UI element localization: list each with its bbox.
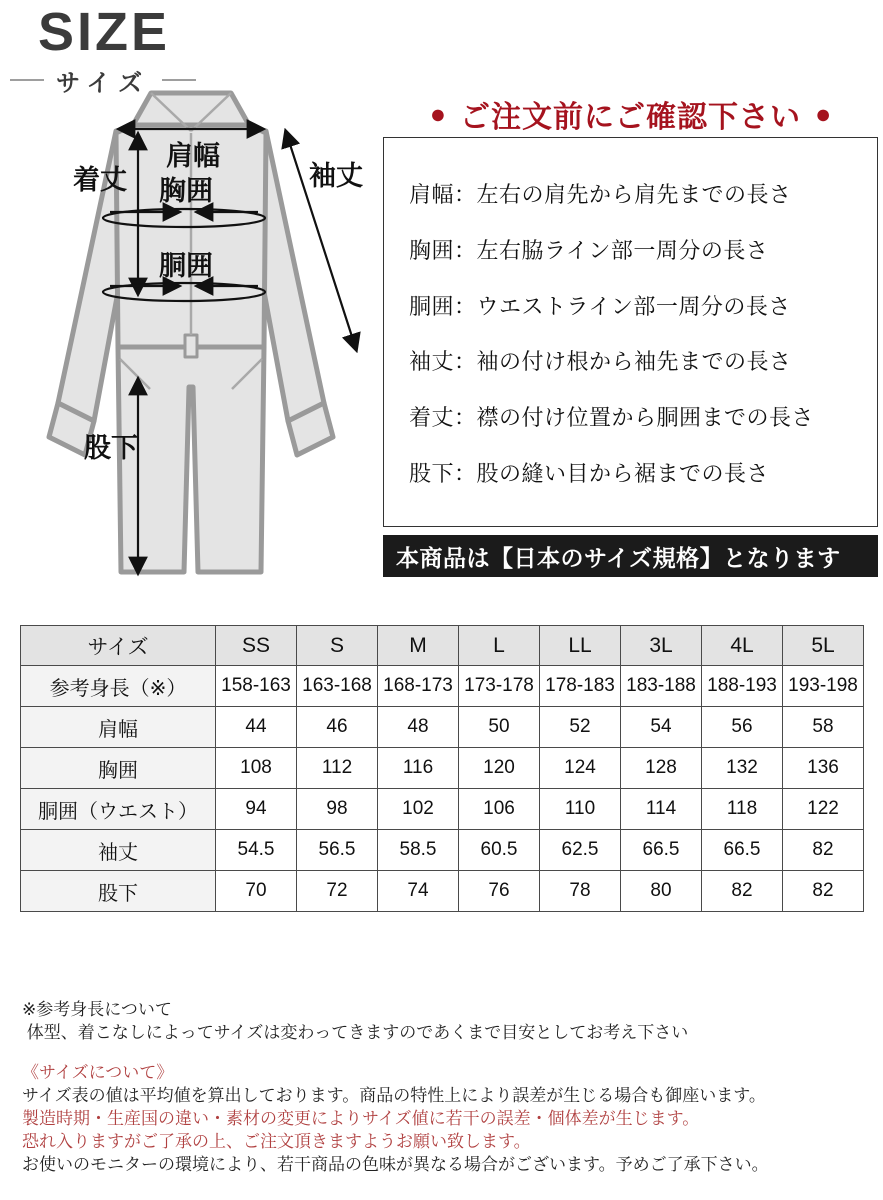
footnote-line: ※参考身長について — [22, 1000, 172, 1019]
table-cell: 110 — [540, 789, 621, 830]
table-cell: 106 — [459, 789, 540, 830]
footnotes — [22, 998, 867, 1176]
measurement-definition: 袖丈：袖の付け根から袖先までの長さ — [409, 349, 792, 375]
pants — [118, 347, 264, 572]
measurement-definition: 胴囲：ウエストライン部一周分の長さ — [409, 293, 791, 319]
table-cell: 82 — [702, 871, 783, 912]
table-cell: 178-183 — [540, 666, 621, 707]
table-row-label: 参考身長（※） — [21, 666, 216, 707]
table-cell: S — [297, 626, 378, 666]
table-cell: 52 — [540, 707, 621, 748]
table-cell: 108 — [216, 748, 297, 789]
table-cell: 78 — [540, 871, 621, 912]
table-cell: LL — [540, 626, 621, 666]
table-cell: 132 — [702, 748, 783, 789]
table-cell: L — [459, 626, 540, 666]
page-subtitle: サイズ — [56, 69, 151, 97]
table-cell: 168-173 — [378, 666, 459, 707]
table-row — [21, 707, 864, 748]
table-cell: 74 — [378, 871, 459, 912]
bullet-icon: ● — [429, 98, 446, 129]
table-cell: 56 — [702, 707, 783, 748]
table-cell: 94 — [216, 789, 297, 830]
table-cell: 118 — [702, 789, 783, 830]
table-row-label: サイズ — [21, 626, 216, 666]
table-row-label: 股下 — [21, 871, 216, 912]
footnote-line: 製造時期・生産国の違い・素材の変更によりサイズ値に若干の誤差・個体差が生じます。 — [22, 1109, 700, 1128]
bullet-icon: ● — [815, 98, 832, 129]
collar — [133, 93, 249, 125]
table-cell: 136 — [783, 748, 864, 789]
sleeve-label: 袖丈 — [309, 161, 363, 191]
confirm-title-text: ご注文前にご確認下さい — [460, 101, 801, 134]
dash-decoration-right — [162, 79, 196, 81]
footnote-line: サイズ表の値は平均値を算出しております。商品の特性上により誤差が生じる場合も御座います。 — [22, 1086, 766, 1105]
table-cell: 128 — [621, 748, 702, 789]
table-cell: 82 — [783, 871, 864, 912]
table-cell: 82 — [783, 830, 864, 871]
chest-label: 胸囲 — [159, 176, 213, 206]
table-cell: 50 — [459, 707, 540, 748]
table-cell: M — [378, 626, 459, 666]
table-row-label: 胸囲 — [21, 748, 216, 789]
table-cell: 76 — [459, 871, 540, 912]
measurement-definition: 胸囲：左右脇ライン部一周分の長さ — [409, 237, 769, 263]
size-table-body — [21, 626, 864, 912]
table-cell: 58 — [783, 707, 864, 748]
table-cell: 98 — [297, 789, 378, 830]
page-title: SIZE — [38, 2, 171, 62]
table-cell: 48 — [378, 707, 459, 748]
table-cell: 183-188 — [621, 666, 702, 707]
table-cell: 120 — [459, 748, 540, 789]
measurement-definition: 肩幅：左右の肩先から肩先までの長さ — [409, 182, 792, 207]
size-spec-table — [20, 625, 864, 912]
table-cell: 70 — [216, 871, 297, 912]
table-cell: 5L — [783, 626, 864, 666]
table-cell: 58.5 — [378, 830, 459, 871]
table-cell: 163-168 — [297, 666, 378, 707]
table-cell: 54.5 — [216, 830, 297, 871]
measurement-definitions-box — [383, 137, 878, 527]
japan-size-standard-note: 本商品は【日本のサイズ規格】となります — [383, 535, 878, 577]
table-row — [21, 666, 864, 707]
table-row-label: 肩幅 — [21, 707, 216, 748]
page-title-block — [38, 4, 338, 98]
table-row — [21, 871, 864, 912]
measurement-definition: 股下：股の縫い目から裾までの長さ — [409, 460, 770, 486]
table-cell: 62.5 — [540, 830, 621, 871]
body-length-label: 着丈 — [73, 165, 127, 195]
table-cell: 193-198 — [783, 666, 864, 707]
zipper-tab — [185, 335, 197, 357]
table-cell: SS — [216, 626, 297, 666]
table-cell: 80 — [621, 871, 702, 912]
table-header-row — [21, 626, 864, 666]
table-row-label: 袖丈 — [21, 830, 216, 871]
table-cell: 46 — [297, 707, 378, 748]
table-cell: 56.5 — [297, 830, 378, 871]
table-cell: 173-178 — [459, 666, 540, 707]
table-cell: 66.5 — [621, 830, 702, 871]
table-row — [21, 748, 864, 789]
table-cell: 114 — [621, 789, 702, 830]
table-cell: 54 — [621, 707, 702, 748]
table-cell: 116 — [378, 748, 459, 789]
table-cell: 44 — [216, 707, 297, 748]
dash-decoration-left — [10, 79, 44, 81]
table-cell: 60.5 — [459, 830, 540, 871]
table-cell: 188-193 — [702, 666, 783, 707]
table-cell: 66.5 — [702, 830, 783, 871]
confirm-title — [383, 92, 878, 136]
footnote-line: お使いのモニターの環境により、若干商品の色味が異なる場合がございます。予めご了承下さい。 — [22, 1155, 769, 1174]
table-cell: 122 — [783, 789, 864, 830]
waist-label: 胴囲 — [159, 251, 213, 281]
table-cell: 124 — [540, 748, 621, 789]
measurement-definition: 着丈：襟の付け位置から胴囲までの長さ — [409, 405, 815, 431]
coverall-illustration — [18, 85, 380, 633]
table-row — [21, 789, 864, 830]
inseam-label: 股下 — [84, 433, 138, 463]
table-row — [21, 830, 864, 871]
footnote-line: 《サイズについて》 — [22, 1063, 174, 1082]
footnote-line: 体型、着こなしによってサイズは変わってきますのであくまで目安としてお考え下さい — [22, 1023, 689, 1042]
footnote-line: 恐れ入りますがご了承の上、ご注文頂きますようお願い致します。 — [22, 1132, 531, 1151]
coverall-measurement-diagram — [18, 85, 380, 633]
table-cell: 102 — [378, 789, 459, 830]
shoulder-label: 肩幅 — [166, 141, 220, 171]
table-cell: 72 — [297, 871, 378, 912]
table-cell: 158-163 — [216, 666, 297, 707]
table-cell: 4L — [702, 626, 783, 666]
table-cell: 112 — [297, 748, 378, 789]
table-row-label: 胴囲（ウエスト） — [21, 789, 216, 830]
table-cell: 3L — [621, 626, 702, 666]
